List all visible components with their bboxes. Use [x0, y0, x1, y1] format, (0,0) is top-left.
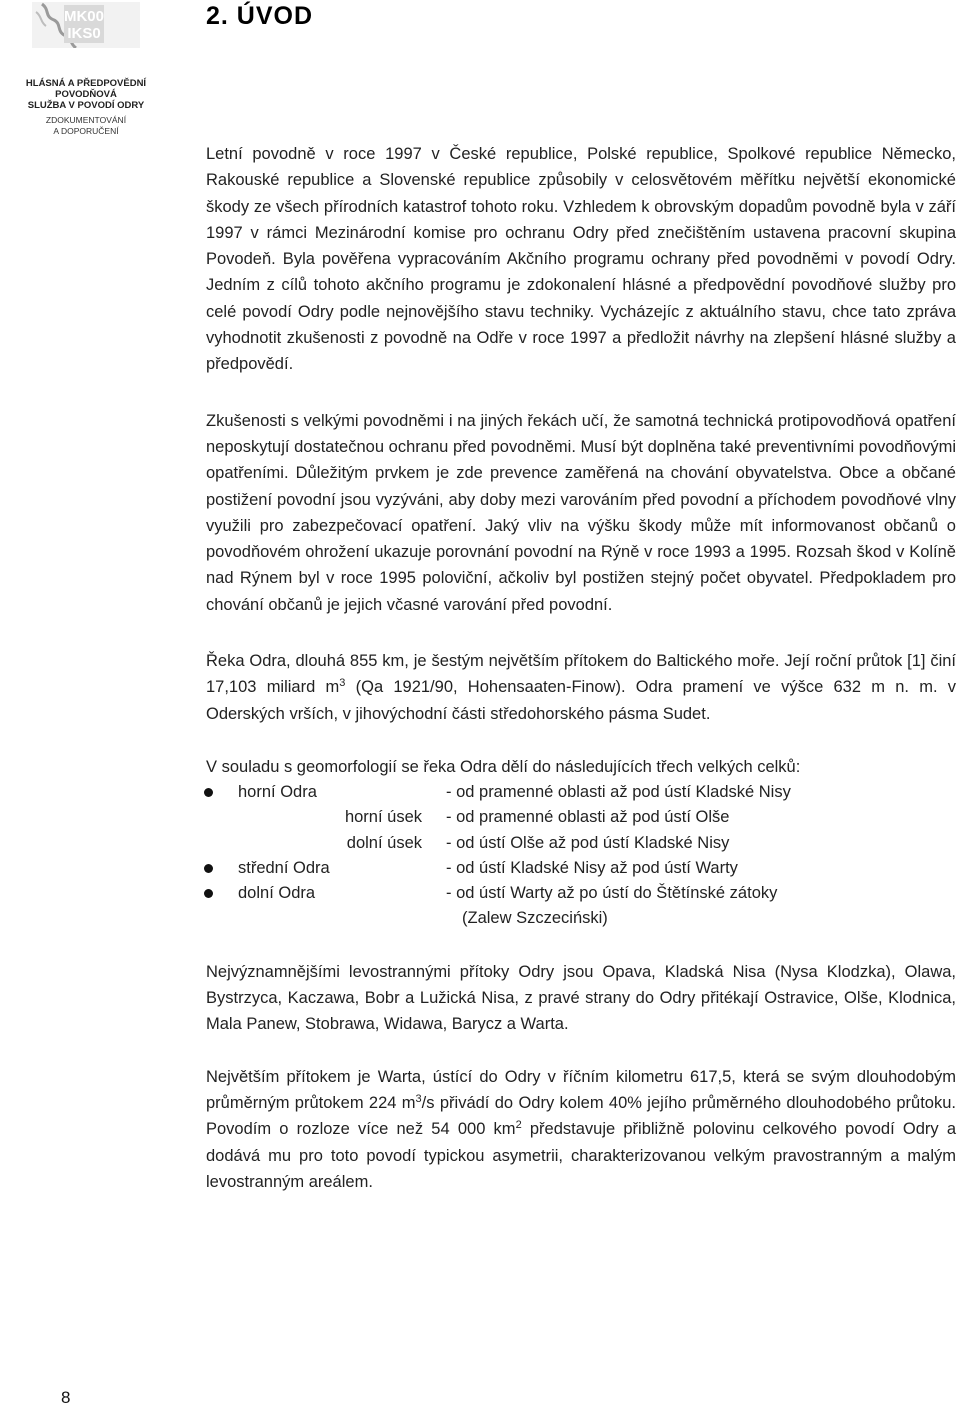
superscript: 3: [415, 1092, 422, 1105]
text-run: /s přivádí do Odry kolem 40% jejího průměrného dlouhodobého průtoku. Povodím o rozloze více než 54 000 km: [206, 1093, 956, 1139]
paragraph-floods-1997: Letní povodně v roce 1997 v České republice, Polské republice, Spolkové republice Německo, Rakouské republice a Slovenské republice způsobily v celosvětovém měřítku největší ekonomické škody ze všech přírodních katastrof tohoto roku. Vzhledem k obrovským dopadům povodně byla v září 1997 v rámci Mezinárodní komise pro ochranu Odry před znečištěním ustavena pracovní skupina Povodeň. Byla pověřena vypracováním Akčního programu ochrany před povodněmi v povodí Odry. Jedním z cílů tohoto akčního programu je zdokonalení hlásné a předpovědní povodňové služby pro celé povodí Odry podle nejnovějšího stavu techniky. Vycházejíc z aktuálního stavu, chce tato zpráva vyhodnotit zkušenosti z povodně na Odře v roce 1997 a předložit návrhy na zlepšení hlásné služby a předpovědí.: [206, 145, 956, 374]
org-title-line: POVODŇOVÁ: [55, 89, 117, 100]
list-item-description: - od ústí Olše až pod ústí Kladské Nisy: [446, 833, 730, 852]
text-run: představuje přibližně polovinu celkového povodí Odry a dodává mu pro toto povodí typickou asymetrii, charakterizovanou velkým pravostranným a malým levostranným areálem.: [206, 1120, 957, 1191]
document-body: [206, 141, 956, 1221]
org-subtitle-line: ZDOKUMENTOVÁNÍ: [45, 115, 127, 125]
list-item-description: - od ústí Kladské Nisy až pod ústí Warty: [446, 858, 738, 877]
list-subitem: [206, 805, 956, 830]
superscript: 2: [515, 1119, 522, 1132]
text-run: (Qa 1921/90, Hohensaaten-Finow). Odra pramení ve výšce 632 m n. m. v Oderských vrších, v jihovýchodní části středohorského pásma Sudet.: [206, 678, 956, 723]
bullet-icon: [204, 889, 213, 898]
page-number: 8: [61, 1388, 71, 1407]
paragraph-flood-experience: Zkušenosti s velkými povodněmi i na jiných řekách učí, že samotná technická protipovodňová opatření neposkytují dostatečnou ochranu před povodněmi. Musí být doplněna také preventivními povodňovými opatřeními. Důležitým prvkem je zde prevence zaměřená na chování obyvatelstva. Obce a občané postižení povodní jsou vyzýváni, aby doby mezi varováním před povodní a příchodem povodňové vlny využili pro zabezpečovací opatření. Jaký vliv na výšku škody může mít informovanost občanů o povodňovém ohrožení ukazuje porovnání povodní na Rýně v roce 1993 a 1995. Rozsah škod v Kolíně nad Rýnem byl v roce 1995 poloviční, ačkoliv byl postižen stejný počet obyvatel. Předpokladem pro chování občanů je jejich včasné varování před povodní.: [206, 411, 956, 614]
superscript: 3: [339, 677, 346, 690]
list-item-name: střední Odra: [238, 858, 330, 877]
list-item: [206, 780, 956, 805]
list-subitem-name: dolní úsek: [346, 833, 422, 852]
list-item-continuation-text: (Zalew Szczeciński): [462, 909, 608, 928]
paragraph-warta: [206, 1064, 956, 1195]
organization-subtitle: [0, 115, 172, 137]
bullet-icon: [204, 864, 213, 873]
list-item-name: horní Odra: [238, 782, 317, 801]
list-item-name: dolní Odra: [238, 884, 316, 903]
bullet-icon: [204, 788, 213, 797]
list-item-description: - od pramenné oblasti až pod ústí Kladské Nisy: [446, 782, 791, 801]
text-run: Největším přítokem je Warta, ústící do Odry v říčním kilometru 617,5, která se svým dlouhodobým průměrným průtokem 224 m: [206, 1067, 956, 1112]
org-subtitle-line: A DOPORUČENÍ: [53, 126, 119, 136]
logo-text-top: MK00: [63, 8, 105, 25]
section-title: 2. ÚVOD: [206, 2, 314, 30]
list-item-description: - od ústí Warty až po ústí do Štětínské zátoky: [446, 884, 778, 903]
list-item-description: - od pramenné oblasti až pod ústí Olše: [446, 808, 730, 827]
river-division-list: [206, 754, 956, 932]
text-run: Řeka Odra, dlouhá 855 km, je šestým největším přítokem do Baltického moře. Její roční průtok [1] činí 17,103 miliard m: [206, 652, 956, 697]
list-intro: V souladu s geomorfologií se řeka Odra dělí do následujících třech velkých celků:: [206, 757, 801, 776]
mkoo-logo: [32, 2, 140, 48]
organization-title: [0, 78, 172, 111]
paragraph-tributaries: Nejvýznamnějšími levostrannými přítoky Odry jsou Opava, Kladská Nisa (Nysa Klodzka), Olawa, Bystrzyca, Kaczawa, Bobr a Lužická Nisa, z pravé strany do Odry přitékají Ostravice, Olše, Klodnica, Mala Panew, Stobrawa, Widawa, Barycz a Warta.: [206, 962, 956, 1034]
org-title-line: HLÁSNÁ A PŘEDPOVĚDNÍ: [25, 78, 147, 89]
paragraph-odra-river: [206, 648, 956, 727]
list-item-continuation: [206, 906, 956, 931]
list-subitem-name: horní úsek: [344, 808, 422, 827]
list-subitem: [206, 831, 956, 856]
list-item: [206, 856, 956, 881]
org-title-line: SLUŽBA V POVODÍ ODRY: [27, 100, 145, 111]
logo-text-bottom: IKS0: [67, 25, 101, 42]
list-item: [206, 881, 956, 906]
logo-graphic: [32, 2, 140, 48]
